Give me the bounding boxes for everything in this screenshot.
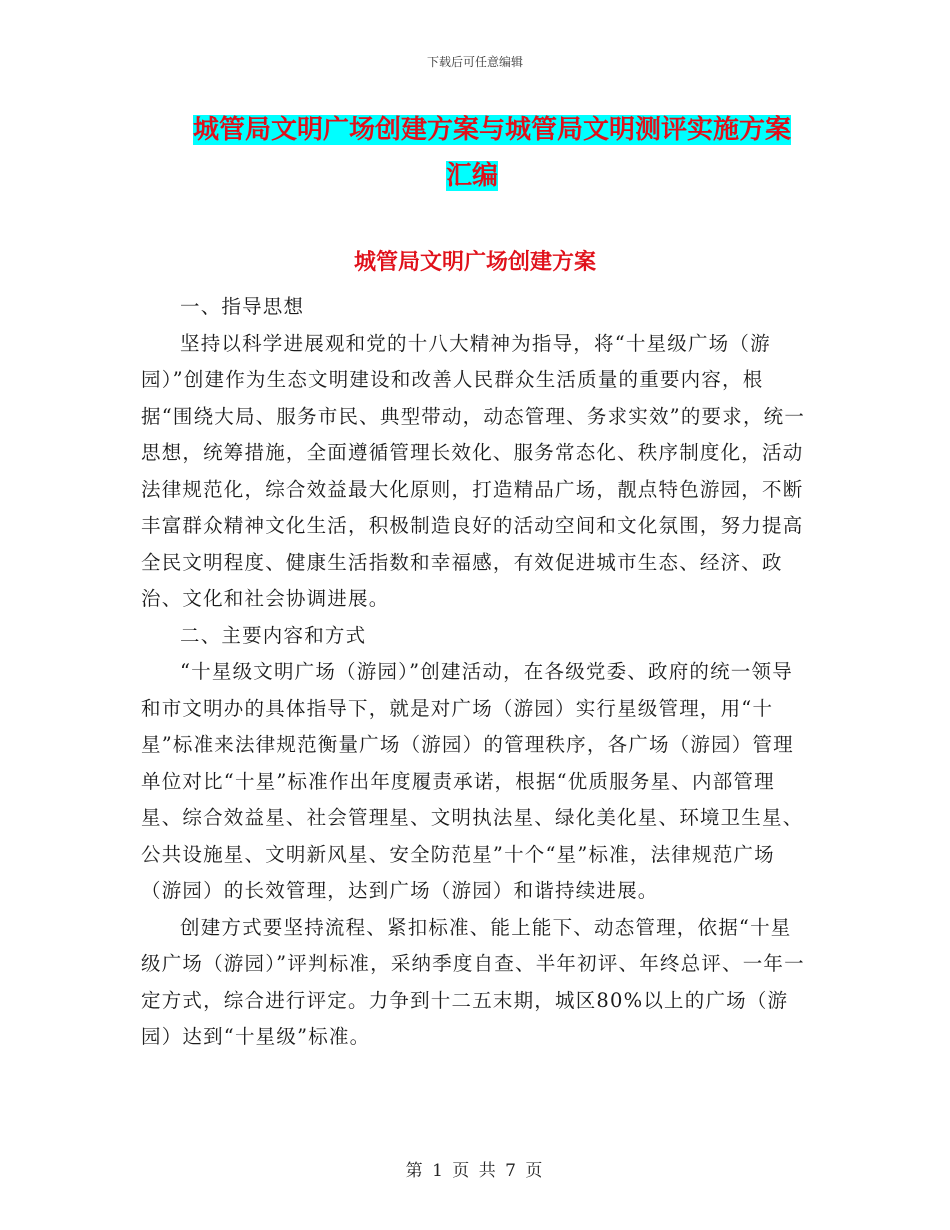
paragraph-3: 创建方式要坚持流程、紧扣标准、能上能下、动态管理，依据“十星级广场（游园）”评判标准，采纳季度自查、半年初评、年终总评、一年一定方式，综合进行评定。力争到十二五末期，城区80%以上的广场（游园）达到“十星级”标准。 [141,915,805,1048]
sub-title: 城管局文明广场创建方案 [353,250,596,275]
main-title-line2 [446,156,950,196]
main-title-line1-text: 城管局文明广场创建方案与城管局文明测评实施方案 [193,115,792,145]
page-footer: 第 1 页 共 7 页 [405,1161,545,1181]
main-title-line2-text: 汇编 [446,161,499,191]
header-note: 下载后可任意编辑 [426,55,523,69]
document-body [141,289,806,1056]
section-heading-2: 二、主要内容和方式 [180,623,367,647]
section-heading-1: 一、指导思想 [180,295,305,318]
paragraph-2: “十星级文明广场（游园）”创建活动，在各级党委、政府的统一领导和市文明办的具体指导下，就是对广场（游园）实行星级管理，用“十星”标准来法律规范衡量广场（游园）的管理秩序，各广场（游园）管理单位对比“十星”标准作出年度履责承诺，根据“优质服务星、内部管理星、综合效益星、社会管理星、文明执法星、绿化美化星、环境卫生星、公共设施星、文明新风星、安全防范星”十个“星”标准，法律规范广场（游园）的长效管理，达到广场（游园）和谐持续进展。 [141,660,804,902]
paragraph-1: 坚持以科学进展观和党的十八大精神为指导，将“十星级广场（游园）”创建作为生态文明建设和改善人民群众生活质量的重要内容，根据“围绕大局、服务市民、典型带动，动态管理、务求实效”的要求，统一思想，统筹措施，全面遵循管理长效化、服务常态化、秩序制度化，活动法律规范化，综合效益最大化原则，打造精品广场，靓点特色游园，不断丰富群众精神文化生活，积极制造良好的活动空间和文化氛围，努力提高全民文明程度、健康生活指数和幸福感，有效促进城市生态、经济、政治、文化和社会协调进展。 [141,331,806,610]
main-title-line1 [193,110,813,150]
